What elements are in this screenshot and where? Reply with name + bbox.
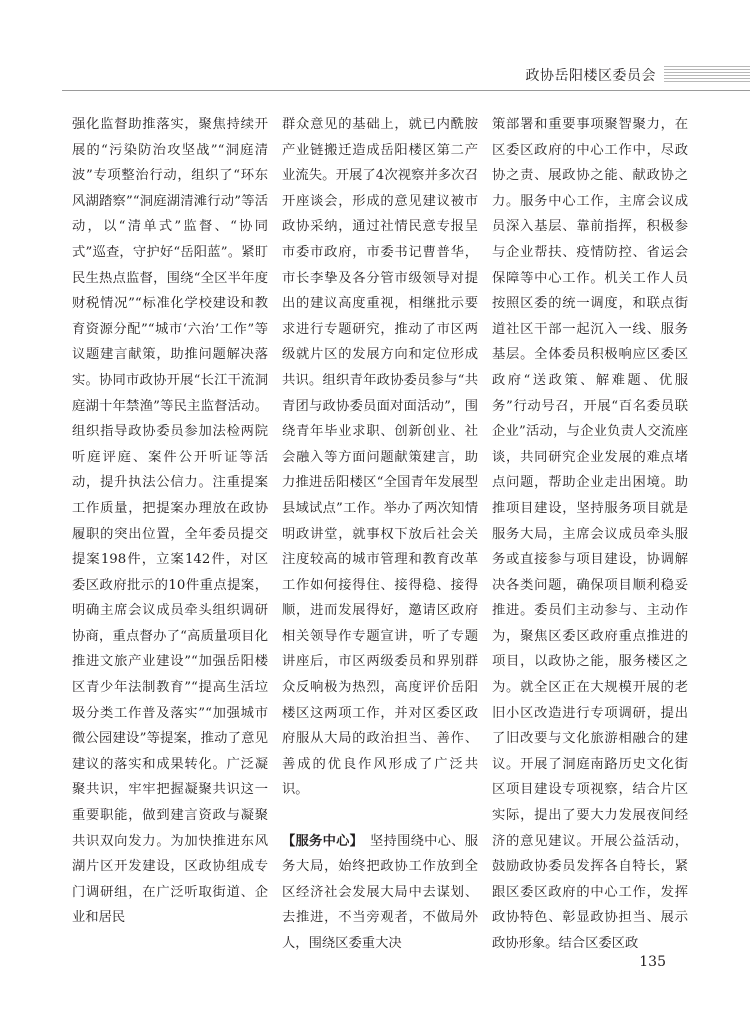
column-3-text: 策部署和重要事项聚智聚力，在区委区政府的中心工作中，尽政协之责、展政协之能、献政协之力。服务中心工作，主席会议成员深入基层、靠前指挥，积极参与企业帮扶、疫情防控、省运会保障等中心工作。机关工作人员按照区委的统一调度，和联点街道社区干部一起沉入一线、服务基层。全体委员积极响应区委区政府“送政策、解难题、优服务”行动号召，开展“百名委员联企业”活动，与企业负责人交流座谈，共同研究企业发展的难点堵点问题，帮助企业走出困境。助推项目建设，坚持服务项目就是服务大局，主席会议成员牵头服务或直接参与项目建设，协调解决各类问题，确保项目顺利稳妥推进。委员们主动参与、主动作为，聚焦区委区政府重点推进的项目，以政协之能，服务楼区之为。就全区正在大规模开展的老旧小区改造进行专项调研，提出了旧改要与文化旅游相融合的建议。开展了洞庭南路历史文化街区项目建设专项视察，结合片区实际，提出了要大力发展夜间经济的意见建议。开展公益活动，鼓励政协委员发挥各自特长，紧跟区委区政府的中心工作，发挥政协特色、彰显政协担当、展示政协形象。结合区委区政 (492, 117, 688, 951)
header-decorative-lines (664, 66, 750, 82)
text-column-2 (282, 112, 478, 957)
header-title: 政协岳阳楼区委员会 (525, 68, 656, 84)
header-rule (62, 90, 750, 91)
text-column-3 (492, 112, 688, 957)
column-1-text: 强化监督助推落实，聚焦持续开展的“污染防治攻坚战”“洞庭清波”专项整治行动，组织了“环东风湖踏察”“洞庭湖清滩行动”等活动，以“清单式”监督、“协同式”巡查，守护好“岳阳蓝”。紧盯民生热点监督，围绕“全区半年度财税情况”“标准化学校建设和教育资源分配”“城市‘六治’工作”等议题建言献策，助推问题解决落实。协同市政协开展“长江干流洞庭湖十年禁渔”等民主监督活动。组织指导政协委员参加法检两院听庭评庭、案件公开听证等活动，提升执法公信力。注重提案工作质量，把提案办理放在政协履职的突出位置，全年委员提交提案198件，立案142件，对区委区政府批示的10件重点提案，明确主席会议成员牵头组织调研协商，重点督办了“高质量项目化推进文旅产业建设”“加强岳阳楼区青少年法制教育”“提高生活垃圾分类工作普及落实”“加强城市微公园建设”等提案，推动了意见建议的落实和成果转化。广泛凝聚共识，牢牢把握凝聚共识这一重要职能，做到建言资政与凝聚共识双向发力。为加快推进东风湖片区开发建设，区政协组成专门调研组，在广泛听取街道、企业和居民 (72, 117, 268, 926)
section-heading: 【服务中心】 (282, 833, 357, 849)
paragraph-gap (282, 803, 478, 829)
section-text: 坚持围绕中心、服务大局，始终把政协工作放到全区经济社会发展大局中去谋划、去推进，不当旁观者，不做局外人，围绕区委重大决 (282, 833, 478, 951)
running-header (0, 56, 750, 92)
page-number: 135 (639, 954, 666, 970)
column-2-text: 群众意见的基础上，就已内酰胺产业链搬迁造成岳阳楼区第二产业流失。开展了4次视察并多次召开座谈会，形成的意见建议被市政协采纳，通过社情民意专报呈市委市政府，市委书记曹普华，市长李挚及各分管市级领导对提出的建议高度重视，相继批示要求进行专题研究，推动了市区两级就片区的发展方向和定位形成共识。组织青年政协委员参与“共青团与政协委员面对面活动”，围绕青年毕业求职、创新创业、社会融入等方面问题献策建言，助力推进岳阳楼区“全国青年发展型县域试点”工作。举办了两次知情明政讲堂，就事权下放后社会关注度较高的城市管理和教育改革工作如何接得住、接得稳、接得顺，进而发展得好，邀请区政府相关领导作专题宣讲，听了专题讲座后，市区两级委员和界别群众反响极为热烈，高度评价岳阳楼区这两项工作，并对区委区政府服从大局的政治担当、善作、善成的优良作风形成了广泛共识。 (282, 117, 478, 798)
text-column-1 (72, 112, 268, 931)
section-paragraph (282, 829, 478, 957)
